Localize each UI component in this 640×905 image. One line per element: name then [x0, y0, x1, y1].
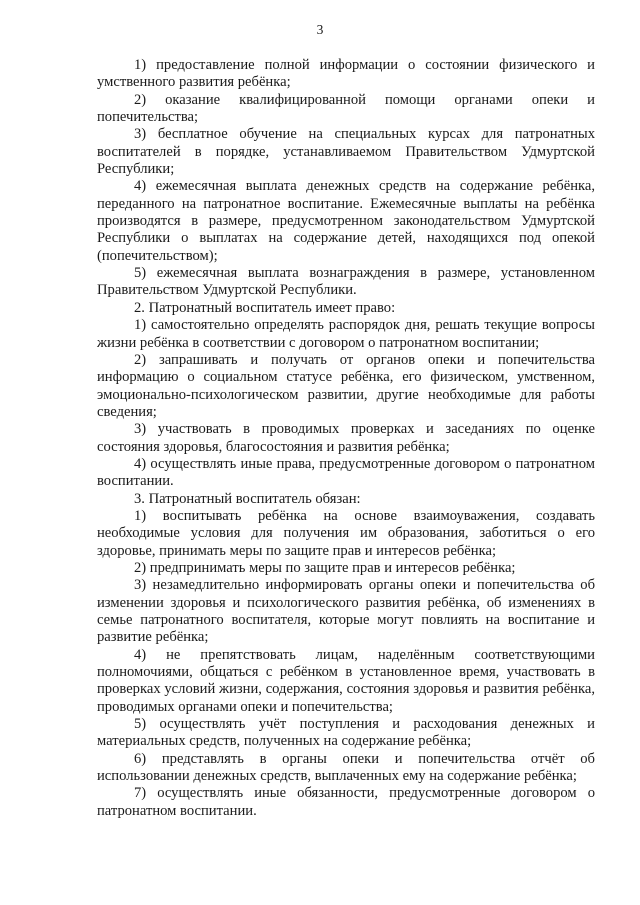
paragraph: 3) бесплатное обучение на специальных курсах для патронатных воспитателей в порядке, устанавливаемом Правительством Удмуртской Республики;	[97, 126, 595, 178]
paragraph: 3) незамедлительно информировать органы опеки и попечительства об изменении здоровья и психологического развития ребёнка, об изменениях в семье патронатного воспитателя, которые могут повлиять на воспитание и развитие ребёнка;	[97, 577, 595, 646]
page-number: 3	[316, 22, 324, 37]
paragraph: 4) не препятствовать лицам, наделённым соответствующими полномочиями, общаться с ребёнком в установленное время, участвовать в проверках условий жизни, содержания, состояния здоровья и развития ребёнка, проводимых органами опеки и попечительства;	[97, 646, 595, 715]
section-heading: 2. Патронатный воспитатель имеет право:	[134, 299, 396, 316]
paragraph: 2) предпринимать меры по защите прав и интересов ребёнка;	[134, 559, 516, 576]
paragraph: 5) ежемесячная выплата вознаграждения в размере, установленном Правительством Удмуртской Республики.	[97, 265, 595, 299]
paragraph: 2) запрашивать и получать от органов опеки и попечительства информацию о социальном статусе ребёнка, его физическом, умственном, эмоционально-психологическом развитии, другие необходимые для работы сведения;	[97, 351, 595, 420]
paragraph: 4) осуществлять иные права, предусмотренные договором о патронатном воспитании.	[97, 455, 595, 490]
paragraph: 1) предоставление полной информации о состоянии физического и умственного развития ребёнка;	[97, 57, 595, 91]
paragraph: 3) участвовать в проводимых проверках и заседаниях по оценке состояния здоровья, благосостояния и развития ребёнка;	[97, 421, 595, 455]
paragraph: 2) оказание квалифицированной помощи органами опеки и попечительства;	[97, 91, 595, 126]
paragraph: 1) самостоятельно определять распорядок дня, решать текущие вопросы жизни ребёнка в соответствии с договором о патронатном воспитании;	[97, 317, 595, 351]
paragraph: 5) осуществлять учёт поступления и расходования денежных и материальных средств, полученных на содержание ребёнка;	[97, 716, 595, 750]
section-heading: 3. Патронатный воспитатель обязан:	[134, 490, 361, 507]
paragraph: 7) осуществлять иные обязанности, предусмотренные договором о патронатном воспитании.	[97, 785, 595, 819]
document-body	[97, 57, 595, 820]
paragraph: 6) представлять в органы опеки и попечительства отчёт об использовании денежных средств, выплаченных ему на содержание ребёнка;	[97, 750, 595, 785]
paragraph: 4) ежемесячная выплата денежных средств на содержание ребёнка, переданного на патронатное воспитание. Ежемесячные выплаты на ребёнка производятся в размере, предусмотренном законодательством Удмуртской Республики о выплатах на содержание детей, находящихся под опекой (попечительством);	[97, 178, 595, 264]
paragraph: 1) воспитывать ребёнка на основе взаимоуважения, создавать необходимые условия для получения им образования, заботиться о его здоровье, принимать меры по защите прав и интересов ребёнка;	[97, 507, 595, 559]
